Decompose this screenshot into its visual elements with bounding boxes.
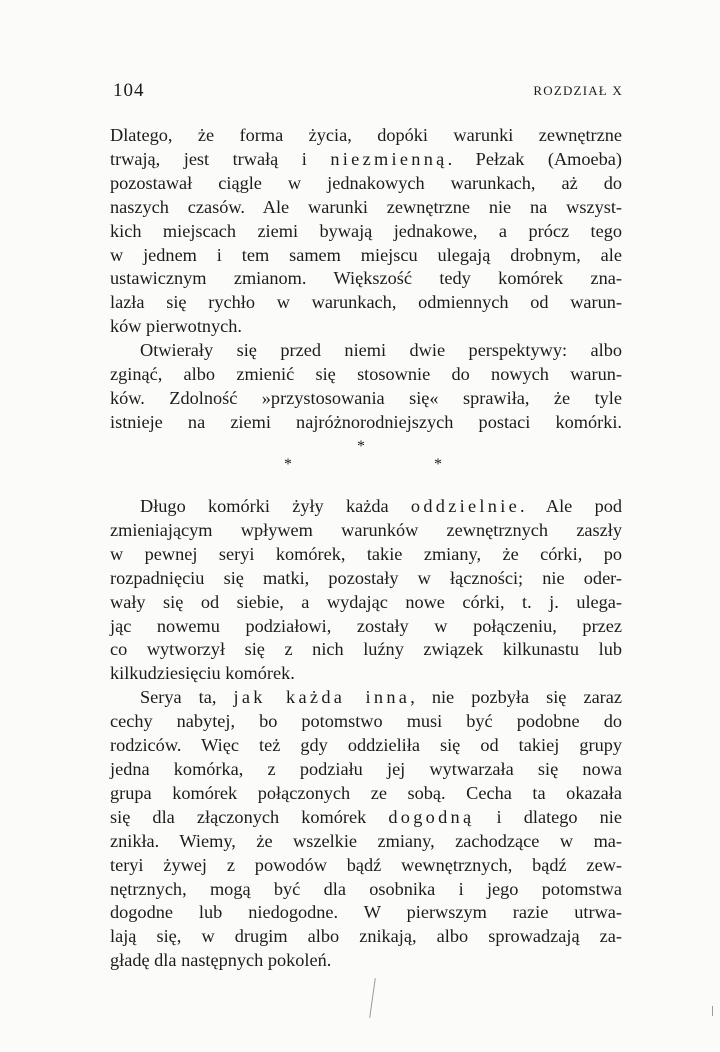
paragraph	[110, 339, 622, 435]
scan-mark	[369, 978, 376, 1018]
text-line: lazła się rychło w warunkach, odmiennych od warun-	[110, 292, 622, 313]
text-line: dogodne lub niedogodne. W pierwszym razie utrwa-	[110, 902, 622, 923]
text-line: ków pierwotnych.	[110, 316, 243, 337]
paragraph	[110, 124, 622, 339]
page-number: 104	[113, 80, 145, 101]
text-line: Otwierały się przed niemi dwie perspektywy: albo	[140, 340, 622, 361]
spaced-emphasis: jak każda inna	[233, 687, 411, 708]
running-head: ROZDZIAŁ X	[533, 83, 623, 98]
asterisk: *	[357, 438, 365, 455]
spaced-emphasis: oddzielnie	[410, 496, 521, 516]
text-line: jąc nowemu podziałowi, zostały w połączeniu, przez	[110, 615, 622, 636]
page-header	[113, 80, 623, 104]
text-line: pozostawał ciągle w jednakowych warunkach, aż do	[110, 172, 622, 193]
text-line: w jednem i tem samem miejscu ulegają drobnym, ale	[110, 244, 622, 265]
text-line: co wytworzył się z nich luźny związek kilkunastu lub	[110, 639, 622, 660]
text-line: kich miejscach ziemi bywają jednakowe, a prócz tego	[110, 220, 622, 241]
text-line: jedna komórka, z podziału jej wytwarzała się nowa	[110, 758, 622, 779]
paragraph	[110, 495, 622, 686]
text-line: cechy nabytej, bo potomstwo musi być podobne do	[110, 711, 622, 732]
text-line: grupa komórek połączonych ze sobą. Cecha ta okazała	[110, 782, 622, 803]
text-line: się dla złączonych komórek dogodną i dlatego nie	[110, 806, 622, 827]
paragraph	[110, 686, 622, 973]
text-line: Długo komórki żyły każda oddzielnie. Ale pod	[140, 496, 622, 516]
text-line: trwają, jest trwałą i niezmienną. Pełzak (Amoeba)	[110, 148, 622, 169]
text-line: gładę dla następnych pokoleń.	[110, 950, 332, 971]
asterisk: *	[434, 456, 442, 473]
text-line: zmieniającym wpływem warunków zewnętrznych zaszły	[110, 519, 622, 540]
text-line: rodziców. Więc też gdy oddzieliła się od takiej grupy	[110, 735, 622, 756]
text-block-upper	[110, 124, 622, 435]
text-line: wały się od siebie, a wydając nowe córki, t. j. ulega-	[110, 591, 622, 612]
text-line: ków. Zdolność »przystosowania się« sprawiła, że tyle	[110, 387, 622, 408]
text-block-lower	[110, 495, 622, 973]
text-line: nętrznych, mogą być dla osobnika i jego potomstwa	[110, 878, 622, 899]
spaced-emphasis: dogodną	[388, 806, 475, 827]
section-separator	[0, 438, 720, 478]
text-line: w pewnej seryi komórek, takie zmiany, że córki, po	[110, 543, 622, 564]
text-line: zginąć, albo zmienić się stosownie do nowych warun-	[110, 364, 622, 385]
text-line: ustawicznym zmianom. Większość tedy komórek zna-	[110, 268, 622, 289]
text-line: rozpadnięciu się matki, pozostały w łączności; nie oder-	[110, 567, 622, 588]
text-line: naszych czasów. Ale warunki zewnętrzne nie na wszyst-	[110, 196, 622, 217]
text-line: teryi żywej z powodów bądź wewnętrznych, bądź zew-	[110, 854, 622, 875]
text-line: Dlatego, że forma życia, dopóki warunki zewnętrzne	[110, 125, 622, 145]
text-line: lają się, w drugim albo znikają, albo sprowadzają za-	[110, 926, 622, 947]
text-line: Serya ta, jak każda inna, nie pozbyła się zaraz	[140, 687, 622, 708]
spaced-emphasis: niezmienną	[330, 148, 448, 169]
text-line: istnieje na ziemi najróżnorodniejszych postaci komórki.	[110, 411, 622, 432]
text-line: kilkudziesięciu komórek.	[110, 663, 295, 684]
asterisk: *	[284, 456, 292, 473]
text-line: znikła. Wiemy, że wszelkie zmiany, zachodzące w ma-	[110, 830, 622, 851]
scan-mark	[712, 1006, 713, 1016]
